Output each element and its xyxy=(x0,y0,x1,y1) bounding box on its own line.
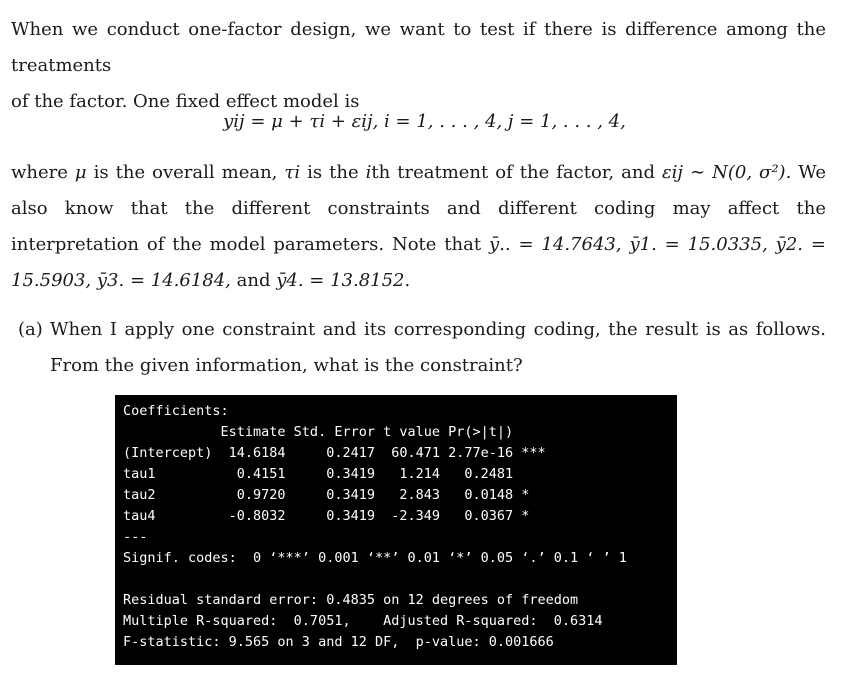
intro-line-2: of the factor. One fixed effect model is xyxy=(11,91,360,112)
desc-part-5: . We also know that the different constraints and different coding may affect the interpretation of the model parameters. Note that xyxy=(11,162,826,255)
model-equation xyxy=(0,104,849,140)
console-line: (Intercept) 14.6184 0.2417 60.471 2.77e-16 *** xyxy=(123,445,546,461)
question-text: When I apply one constraint and its corresponding coding, the result is as follows. From the given information, what is the constraint? xyxy=(50,319,826,376)
intro-line-1: When we conduct one-factor design, we want to test if there is difference among the treatments xyxy=(11,19,826,76)
console-line: Coefficients: xyxy=(123,403,229,419)
desc-and: and xyxy=(230,270,277,291)
desc-part-3: is the xyxy=(300,162,366,183)
console-line: Multiple R-squared: 0.7051, Adjusted R-squared: 0.6314 xyxy=(123,613,603,629)
question-a xyxy=(18,312,826,384)
mu-symbol: μ xyxy=(74,162,87,183)
r-output-console xyxy=(115,395,677,665)
console-line xyxy=(123,569,669,590)
desc-part-4: th treatment of the factor, and xyxy=(371,162,662,183)
console-line: F-statistic: 9.565 on 3 and 12 DF, p-value: 0.001666 xyxy=(123,634,554,650)
console-line: tau1 0.4151 0.3419 1.214 0.2481 xyxy=(123,466,514,482)
console-line: Signif. codes: 0 ‘***’ 0.001 ‘**’ 0.01 ‘*’ 0.05 ‘.’ 0.1 ‘ ’ 1 xyxy=(123,550,627,566)
last-mean: ȳ4. = 13.8152. xyxy=(276,270,411,291)
console-line: tau2 0.9720 0.3419 2.843 0.0148 * xyxy=(123,487,530,503)
equation-text: yij = μ + τi + εij, i = 1, . . . , 4, j = 1, . . . , 4, xyxy=(223,111,626,132)
console-line: tau4 -0.8032 0.3419 -2.349 0.0367 * xyxy=(123,508,530,524)
console-line: --- xyxy=(123,529,148,545)
question-label: (a) xyxy=(18,319,43,340)
group-means: ȳ.. = 14.7643, ȳ1. = 15.0335, ȳ2. = 15.5903, ȳ3. = 14.6184, xyxy=(11,234,826,291)
console-output xyxy=(123,401,669,653)
console-line: Residual standard error: 0.4835 on 12 degrees of freedom xyxy=(123,592,579,608)
tau-symbol: τi xyxy=(284,162,301,183)
error-distribution: εij ∼ N(0, σ²) xyxy=(662,162,786,183)
ith-symbol: i xyxy=(365,162,372,183)
description-paragraph xyxy=(11,155,826,299)
console-line: Estimate Std. Error t value Pr(>|t|) xyxy=(123,424,514,440)
desc-part-1: where xyxy=(11,162,75,183)
desc-part-2: is the overall mean, xyxy=(86,162,285,183)
